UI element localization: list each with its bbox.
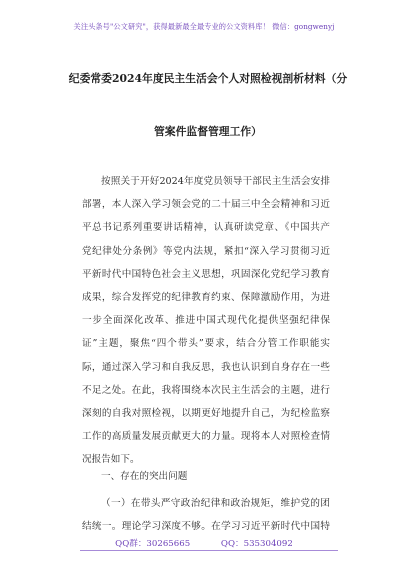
subsection-body	[82, 492, 330, 538]
body-line: 部署，本人深入学习领会党的二十届三中全会精神和习近	[82, 199, 330, 211]
body-line: 平总书记系列重要讲话精神，认真研读党章、《中国共产	[82, 222, 330, 234]
body-line: 一步全面深化改革、推进中国式现代化提供坚强纪律保	[82, 315, 330, 327]
body-line: 党纪律处分条例》等党内法规，紧扣“深入学习贯彻习近	[82, 245, 330, 257]
footer-qq-contact: QQ：535304092	[220, 539, 293, 549]
subsection-line: （一）在带头严守政治纪律和政治规矩，维护党的团	[101, 498, 330, 509]
body-line: 况报告如下。	[82, 454, 140, 466]
footer-divider	[80, 550, 338, 551]
body-line: 证”主题，聚焦“四个带头”要求，结合分管工作职能实	[82, 338, 330, 350]
document-title-line-1: 纪委常委2024年度民主生活会个人对照检视剖析材料（分	[68, 72, 348, 85]
section-heading: 一、存在的突出问题	[101, 471, 188, 482]
body-line: 际，通过深入学习和自我反思，我也认识到自身存在一些	[82, 361, 330, 373]
body-line: 成果，综合发挥党的纪律教育约束、保障激励作用，为进	[82, 291, 330, 303]
document-title-line-2: 管案件监督管理工作）	[154, 125, 262, 138]
header-notice: 关注头条号"公文研究"，获得最新最全最专业的公文资料库！ 微信：gongwenyj	[73, 22, 335, 31]
footer-qq-group: QQ群：30265665	[115, 539, 191, 549]
document-body	[82, 170, 330, 471]
footer-contact	[0, 537, 408, 549]
body-line: 平新时代中国特色社会主义思想，巩固深化党纪学习教育	[82, 268, 330, 280]
subsection-line: 结统一。理论学习深度不够。在学习习近平新时代中国特	[82, 521, 330, 533]
body-line: 工作的高质量发展贡献更大的力量。现将本人对照检查情	[82, 431, 330, 443]
body-line: 按照关于开好2024年度党员领导干部民主生活会安排	[101, 176, 330, 187]
body-line: 不足之处。在此，我将围绕本次民主生活会的主题，进行	[82, 384, 330, 396]
body-line: 深刻的自我对照检视，以期更好地提升自己，为纪检监察	[82, 407, 330, 419]
